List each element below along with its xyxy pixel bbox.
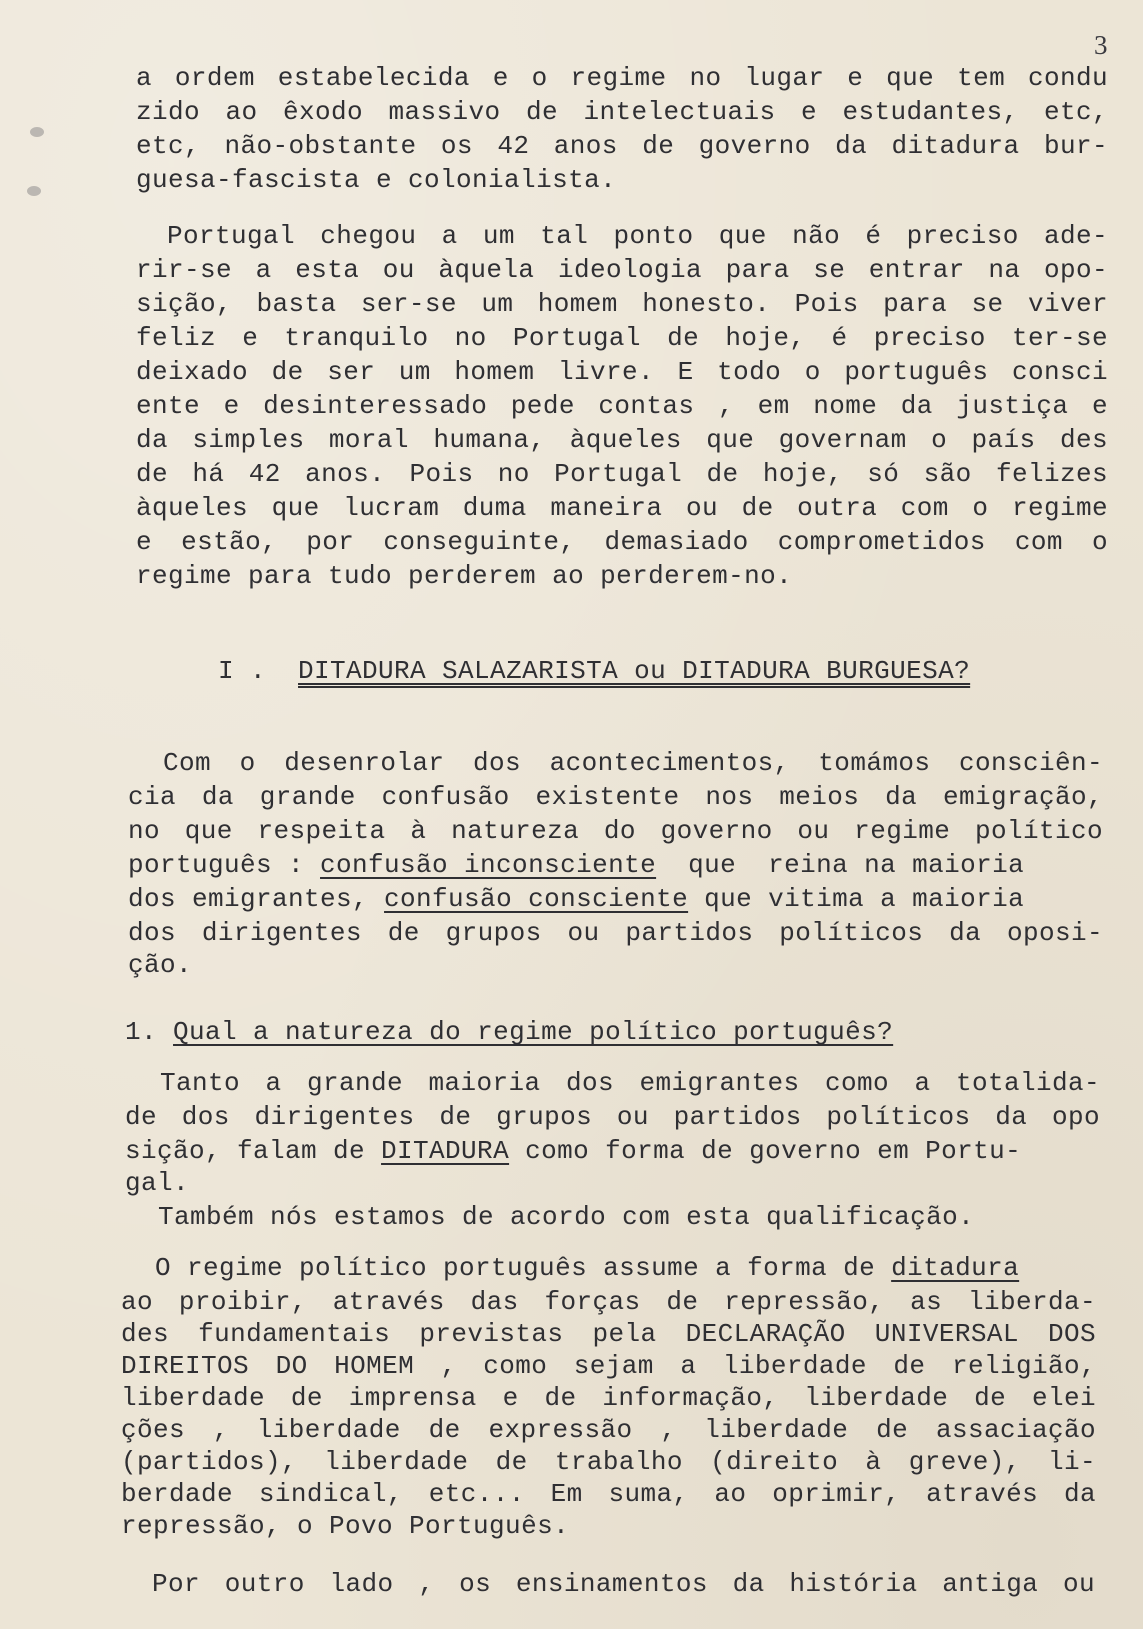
- text-line: ao proibir, através das forças de repressão, as liberda-: [121, 1287, 1096, 1317]
- text-fragment: O regime político português assume a forma de: [155, 1253, 892, 1283]
- underlined-phrase: confusão consciente: [384, 884, 689, 914]
- text-fragment: dos emigrantes,: [128, 884, 385, 914]
- text-line: rir-se a esta ou àquela ideologia para se entrar na opo-: [136, 255, 1108, 285]
- text-line: no que respeita à natureza do governo ou regime político: [128, 816, 1103, 846]
- text-fragment: português :: [128, 850, 321, 880]
- page-number: 3: [1094, 30, 1108, 60]
- text-line: Com o desenrolar dos acontecimentos, tomámos consciên-: [163, 748, 1103, 778]
- section-numeral: I .: [218, 656, 267, 686]
- text-line: ente e desinteressado pede contas , em nome da justiça e: [136, 391, 1108, 421]
- text-line: des fundamentais previstas pela DECLARAÇÃO UNIVERSAL DOS: [121, 1319, 1096, 1349]
- section-title: DITADURA SALAZARISTA ou DITADURA BURGUESA?: [298, 656, 971, 686]
- underlined-word: DITADURA: [381, 1136, 510, 1166]
- text-line: DIREITOS DO HOMEM , como sejam a liberdade de religião,: [121, 1351, 1096, 1381]
- text-line: da simples moral humana, àqueles que governam o país des: [136, 425, 1108, 455]
- text-line: Também nós estamos de acordo com esta qualificação.: [158, 1202, 975, 1232]
- text-line: guesa-fascista e colonialista.: [136, 165, 617, 195]
- text-line: (partidos), liberdade de trabalho (direito à greve), li-: [121, 1447, 1096, 1477]
- text-line: [128, 849, 1024, 881]
- text-line: de há 42 anos. Pois no Portugal de hoje, só são felizes: [136, 459, 1108, 489]
- text-line: [125, 1135, 1021, 1167]
- text-line: etc, não-obstante os 42 anos de governo da ditadura bur-: [136, 131, 1108, 161]
- text-fragment: como forma de governo em Portu-: [509, 1136, 1022, 1166]
- subsection-heading: [125, 1016, 893, 1048]
- text-line: cia da grande confusão existente nos meios da emigração,: [128, 782, 1103, 812]
- subsection-title: Qual a natureza do regime político português?: [173, 1017, 894, 1047]
- underlined-phrase: confusão inconsciente: [320, 850, 657, 880]
- text-line: zido ao êxodo massivo de intelectuais e estudantes, etc,: [136, 97, 1108, 127]
- text-line: Portugal chegou a um tal ponto que não é preciso ade-: [167, 221, 1108, 251]
- text-line: liberdade de imprensa e de informação, liberdade de elei: [121, 1383, 1096, 1413]
- subsection-number: 1.: [125, 1017, 158, 1047]
- text-fragment: que reina na maioria: [656, 850, 1025, 880]
- section-heading: [218, 655, 970, 687]
- text-line: Tanto a grande maioria dos emigrantes como a totalida-: [160, 1068, 1100, 1098]
- underlined-word: ditadura: [891, 1253, 1020, 1283]
- text-line: [128, 883, 1024, 915]
- text-line: ção.: [128, 950, 193, 980]
- text-line: berdade sindical, etc... Em suma, ao oprimir, através da: [121, 1479, 1096, 1509]
- text-line: regime para tudo perderem ao perderem-no.: [136, 561, 793, 591]
- text-fragment: que vitima a maioria: [688, 884, 1025, 914]
- text-line: a ordem estabelecida e o regime no lugar e que tem condu: [136, 63, 1108, 93]
- text-line: Por outro lado , os ensinamentos da história antiga ou: [152, 1569, 1095, 1599]
- text-fragment: sição, falam de: [125, 1136, 382, 1166]
- text-line: de dos dirigentes de grupos ou partidos políticos da opo: [125, 1102, 1100, 1132]
- text-line: àqueles que lucram duma maneira ou de outra com o regime: [136, 493, 1108, 523]
- text-line: [155, 1252, 1019, 1284]
- text-line: repressão, o Povo Português.: [121, 1511, 570, 1541]
- punch-hole-mark: [30, 127, 44, 137]
- text-line: sição, basta ser-se um homem honesto. Pois para se viver: [136, 289, 1108, 319]
- punch-hole-mark: [27, 186, 41, 196]
- text-line: ções , liberdade de expressão , liberdade de assaciação: [121, 1415, 1096, 1445]
- text-line: e estão, por conseguinte, demasiado comprometidos com o: [136, 527, 1108, 557]
- text-line: feliz e tranquilo no Portugal de hoje, é preciso ter-se: [136, 323, 1108, 353]
- text-line: dos dirigentes de grupos ou partidos políticos da oposi-: [128, 918, 1103, 948]
- text-line: deixado de ser um homem livre. E todo o português consci: [136, 357, 1108, 387]
- text-line: gal.: [125, 1168, 190, 1198]
